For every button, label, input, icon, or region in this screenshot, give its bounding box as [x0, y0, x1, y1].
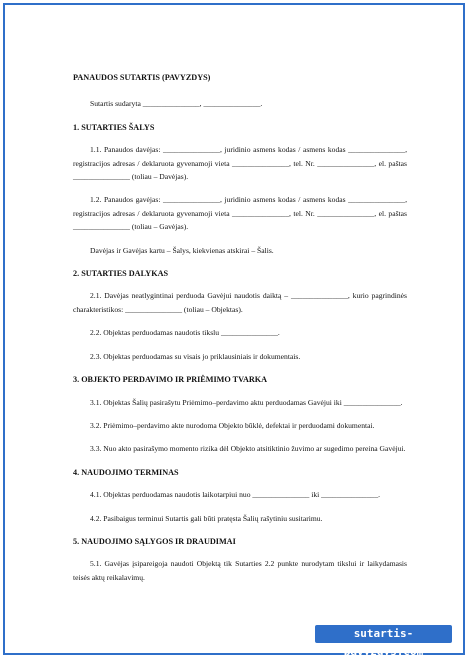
clause-paragraph: Davėjas ir Gavėjas kartu – Šalys, kiekvienas atskirai – Šalis.	[90, 245, 274, 255]
clause-paragraph: 1.2. Panaudos gavėjas: _______________, juridinio asmens kodas / asmens kodas _______________, registracijos adresas / deklaruota gyvenamoji vieta _______________, tel. Nr. _______________, el. paštas _______________ (toliau – Gavėjas).	[73, 195, 407, 232]
clause-paragraph: 4.1. Objektas perduodamas naudotis laikotarpiui nuo _______________ iki _______________.	[90, 490, 381, 500]
clause-paragraph: 2.1. Davėjas neatlygintinai perduoda Gavėjui naudotis daiktą – _______________, kurio pagrindinės charakteristikos: _______________ (toliau – Objektas).	[73, 291, 407, 314]
document-body	[73, 71, 407, 594]
intro-paragraph: Sutartis sudaryta _______________, _______________.	[90, 99, 263, 109]
site-watermark-badge: sutartis-pavyzdys.com	[315, 625, 452, 643]
clause-paragraph: 3.1. Objektas Šalių pasirašytu Priėmimo–perdavimo aktu perduodamas Gavėjui iki _______________.	[90, 397, 403, 407]
section-heading: 5. NAUDOJIMO SĄLYGOS IR DRAUDIMAI	[73, 536, 236, 546]
clause-paragraph: 1.1. Panaudos davėjas: _______________, juridinio asmens kodas / asmens kodas _______________, registracijos adresas / deklaruota gyvenamoji vieta _______________, tel. Nr. _______________, el. paštas _______________ (toliau – Davėjas).	[73, 145, 407, 182]
section-heading: 4. NAUDOJIMO TERMINAS	[73, 467, 179, 477]
section-handover	[73, 373, 407, 456]
page-frame	[3, 3, 465, 658]
clause-paragraph: 5.1. Gavėjas įsipareigoja naudoti Objektą tik Sutarties 2.2 punkte nurodytam tikslui ir laikydamasis teisės aktų reikalavimų.	[73, 559, 407, 582]
clause-paragraph: 3.2. Priėmimo–perdavimo akte nurodoma Objekto būklė, defektai ir perduodami dokumentai.	[90, 420, 375, 430]
clause-paragraph: 2.2. Objektas perduodamas naudotis tikslu _______________.	[90, 328, 280, 338]
section-parties	[73, 121, 407, 257]
section-term	[73, 466, 407, 525]
section-heading: 3. OBJEKTO PERDAVIMO IR PRIĖMIMO TVARKA	[73, 375, 268, 385]
section-heading: 2. SUTARTIES DALYKAS	[73, 269, 169, 279]
clause-paragraph: 3.3. Nuo akto pasirašymo momento rizika dėl Objekto atsitiktinio žuvimo ar sugedimo pereina Gavėjui.	[90, 444, 406, 454]
clause-paragraph: 2.3. Objektas perduodamas su visais jo priklausiniais ir dokumentais.	[90, 351, 301, 361]
clause-paragraph: 4.2. Pasibaigus terminui Sutartis gali būti pratęsta Šalių rašytiniu susitarimu.	[90, 513, 323, 523]
section-heading: 1. SUTARTIES ŠALYS	[73, 122, 155, 132]
document-title: PANAUDOS SUTARTIS (PAVYZDYS)	[73, 73, 211, 82]
section-subject	[73, 267, 407, 363]
section-conditions	[73, 535, 407, 584]
